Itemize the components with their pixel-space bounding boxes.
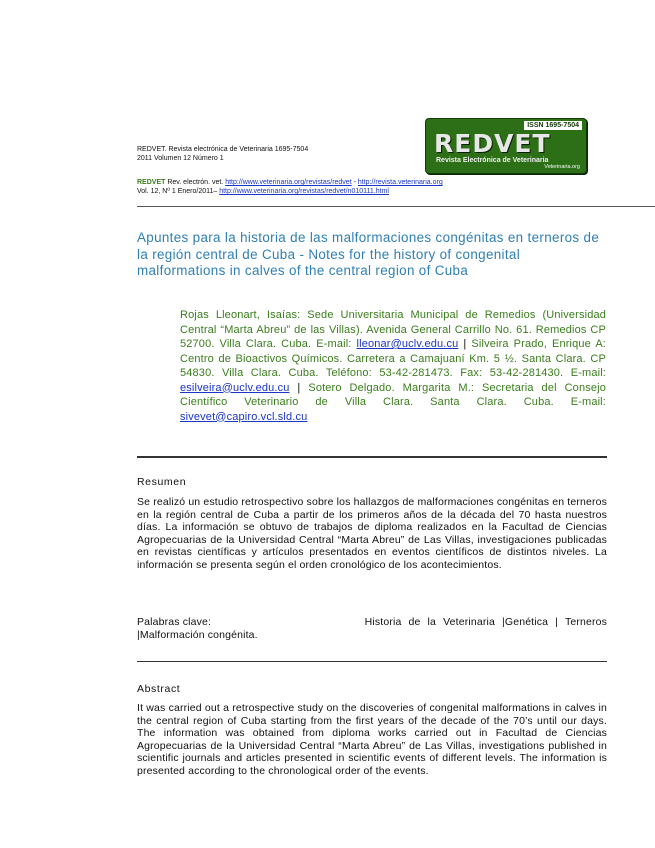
- logo-website: Veterinaria.org: [544, 164, 580, 170]
- resumen-divider: [137, 456, 607, 458]
- abstract-body: It was carried out a retrospective study on the discoveries of congenital malformations in calves in the central region of Cuba starting from the first years of the decade of the 70’s until our days. The information was obtained from diploma works carried out in Facultad de Ciencias Agropecuarias de la Universidad Central “Marta Abreu” de Las Villas, investigations published in scientific journals and articles presented in scientific events of different levels. The information is presented according to the chronological order of the events.: [137, 702, 607, 777]
- citation-volume: Vol. 12, Nº 1 Enero/2011–: [137, 188, 220, 195]
- email-sivevet[interactable]: sivevet@capiro.vcl.sld.cu: [180, 410, 308, 423]
- citation-link-redvet[interactable]: http://www.veterinaria.org/revistas/redvet: [225, 179, 352, 186]
- authors-block: Rojas Lleonart, Isaías: Sede Universitaria Municipal de Remedios (Universidad Central “Marta Abreu” de las Villas). Avenida General Carrillo No. 61. Remedios CP 52700. Villa Clara. Cuba. E-mail: lleonar@uclv.edu.cu | Silveira Prado, Enrique A: Centro de Bioactivos Químicos. Carretera a Camajuaní Km. 5 ½. Santa Clara. CP 54830. Villa Clara. Cuba. Teléfono: 53-42-281473. Fax: 53-42-281430. E-mail: esilveira@uclv.edu.cu | Sotero Delgado. Margarita M.: Secretaria del Consejo Científico Veterinario de Villa Clara. Santa Clara. Cuba. E-mail: sivevet@capiro.vcl.sld.cu: [180, 309, 607, 423]
- citation-link-issue[interactable]: http://www.veterinaria.org/revistas/redvet/n010111.html: [219, 188, 389, 195]
- resumen-body: Se realizó un estudio retrospectivo sobre los hallazgos de malformaciones congénitas en terneros en la región central de Cuba a partir de los primeros años de la década del 70 hasta nuestros días. La información se obtuvo de trabajos de diploma realizados en la Facultad de Ciencias Agropecuarias de la Universidad Central “Marta Abreu” de Las Villas, investigaciones publicadas en revistas científicas y artículos presentados en eventos científicos de distintos niveles. La información se presenta según el orden cronológico de los acontecimientos.: [137, 496, 607, 571]
- citation-link-revista[interactable]: http://revista.veterinaria.org: [357, 179, 443, 186]
- author-silveira: Silveira Prado, Enrique A: Centro de Bioactivos Químicos. Carretera a Camajuaní Km. 5 ½. Santa Clara. CP 54830. Villa Clara. Cuba. Teléfono: 53-42-281473. Fax: 53-42-281430. E-mail:: [180, 338, 607, 379]
- title-english: Notes for the history of congenital malformations in calves of the central region of Cuba: [137, 246, 521, 278]
- resumen-heading: Resumen: [137, 476, 187, 488]
- journal-name: REDVET. Revista electrónica de Veterinaria 1695-7504: [137, 146, 309, 153]
- redvet-logo: [425, 118, 587, 174]
- journal-volume: 2011 Volumen 12 Número 1: [137, 155, 224, 162]
- citation-text: Rev. electrón. vet.: [165, 179, 226, 186]
- logo-issn: ISSN 1695-7504: [524, 121, 582, 130]
- keywords-label: Palabras clave:: [137, 616, 212, 628]
- title-spanish: Apuntes para la historia de las malformaciones congénitas en terneros de la región central de Cuba: [137, 230, 600, 262]
- email-esilveira[interactable]: esilveira@uclv.edu.cu: [180, 381, 290, 394]
- citation-journal: REDVET: [137, 179, 166, 186]
- abstract-divider: [137, 661, 607, 662]
- logo-subtitle: Revista Electrónica de Veterinaria: [436, 157, 549, 164]
- email-lleonar[interactable]: lleonar@uclv.edu.cu: [356, 338, 459, 350]
- logo-wordmark: REDVET: [434, 129, 551, 158]
- keywords-line2: |Malformación congénita.: [137, 628, 258, 641]
- author-rojas: Rojas Lleonart, Isaías: Sede Universitaria Municipal de Remedios (Universidad Central “Marta Abreu” de las Villas). Avenida General Carrillo No. 61. Remedios CP 52700. Villa Clara. Cuba. E-mail:: [180, 309, 606, 350]
- journal-header: [137, 145, 308, 163]
- citation: REDVET Rev. electrón. vet. http://www.veterinaria.org/revistas/redvet - http://revista.veterinaria.org Vol. 12, Nº 1 Enero/2011– http://www.veterinaria.org/revistas/redvet/n010111.html: [137, 179, 443, 195]
- keywords-line1: Historia de la Veterinaria |Genética | Terneros: [364, 616, 607, 628]
- author-sotero: Sotero Delgado. Margarita M.: Secretaria del Consejo Científico Veterinario de Villa Clara. Santa Clara. Cuba. E-mail:: [180, 381, 606, 408]
- keywords: [137, 616, 607, 641]
- header-divider: [137, 206, 655, 207]
- article-title: Apuntes para la historia de las malformaciones congénitas en terneros de la región central de Cuba - Notes for the history of congenital malformations in calves of the central region of Cuba: [137, 230, 600, 278]
- abstract-heading: Abstract: [137, 683, 181, 695]
